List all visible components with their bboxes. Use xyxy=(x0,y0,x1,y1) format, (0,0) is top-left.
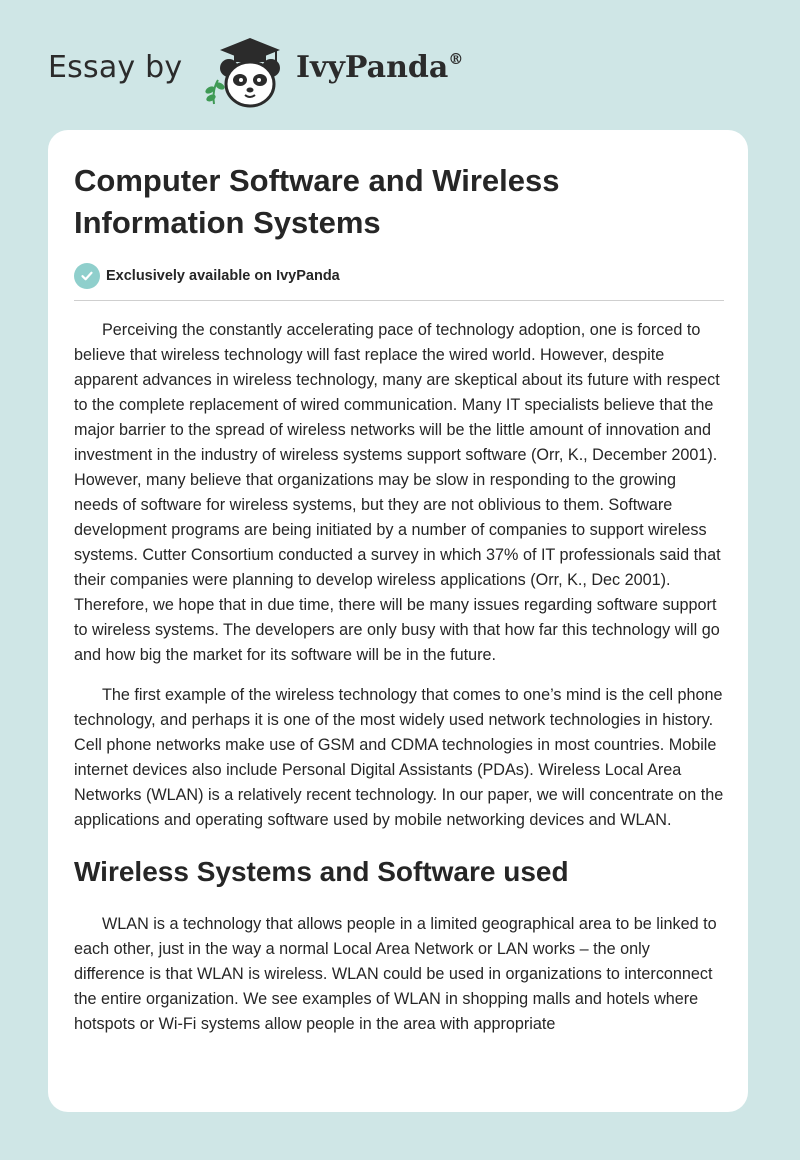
paragraph: The first example of the wireless technology that comes to one’s mind is the cell phone technology, and perhaps it is one of the most widely used network technologies in history. Cell phone networks make use of GSM and CDMA technologies in most countries. Mobile internet devices also include Personal Digital Assistants (PDAs). Wireless Local Area Networks (WLAN) is a relatively recent technology. In our paper, we will concentrate on the applications and operating software used by mobile networking devices and WLAN. xyxy=(74,686,724,829)
site-header xyxy=(0,0,800,130)
divider xyxy=(74,300,724,301)
essay-content xyxy=(74,160,724,1037)
brand-name[interactable]: IvyPanda® xyxy=(296,50,464,85)
panda-graduate-logo-icon[interactable] xyxy=(200,34,296,110)
section-heading: Wireless Systems and Software used xyxy=(74,856,569,887)
page-title: Computer Software and Wireless Information Systems xyxy=(74,163,560,240)
exclusive-badge xyxy=(74,262,724,290)
brand-prefix: Essay by xyxy=(48,50,183,85)
paragraph: Perceiving the constantly accelerating pace of technology adoption, one is forced to believe that wireless technology will fast replace the wired world. However, despite apparent advances in wireless technology, many are skeptical about its future with respect to the complete replacement of wired communication. Many IT specialists believe that the major barrier to the spread of wireless networks will be the little amount of innovation and investment in the industry of wireless systems support software (Orr, K., December 2001). However, many believe that organizations may be slow in responding to the growing needs of software for wireless systems, but they are not oblivious to them. Software development programs are being initiated by a number of companies to support wireless systems. Cutter Consortium conducted a survey in which 37% of IT professionals said that their companies were planning to develop wireless applications (Orr, K., Dec 2001). Therefore, we hope that in due time, there will be many issues regarding software support to wireless systems. The developers are only busy with that how far this technology will go and how big the market for its software will be in the future. xyxy=(74,321,721,664)
badge-label: Exclusively available on IvyPanda xyxy=(106,268,340,284)
paragraph: WLAN is a technology that allows people in a limited geographical area to be linked to each other, just in the way a normal Local Area Network or LAN works – the only difference is that WLAN is wireless. WLAN could be used in organizations to interconnect the entire organization. We see examples of WLAN in shopping malls and hotels where hotspots or Wi-Fi systems allow people in the area with appropriate xyxy=(74,915,717,1033)
check-circle-icon xyxy=(74,263,100,289)
essay-card xyxy=(48,130,748,1112)
